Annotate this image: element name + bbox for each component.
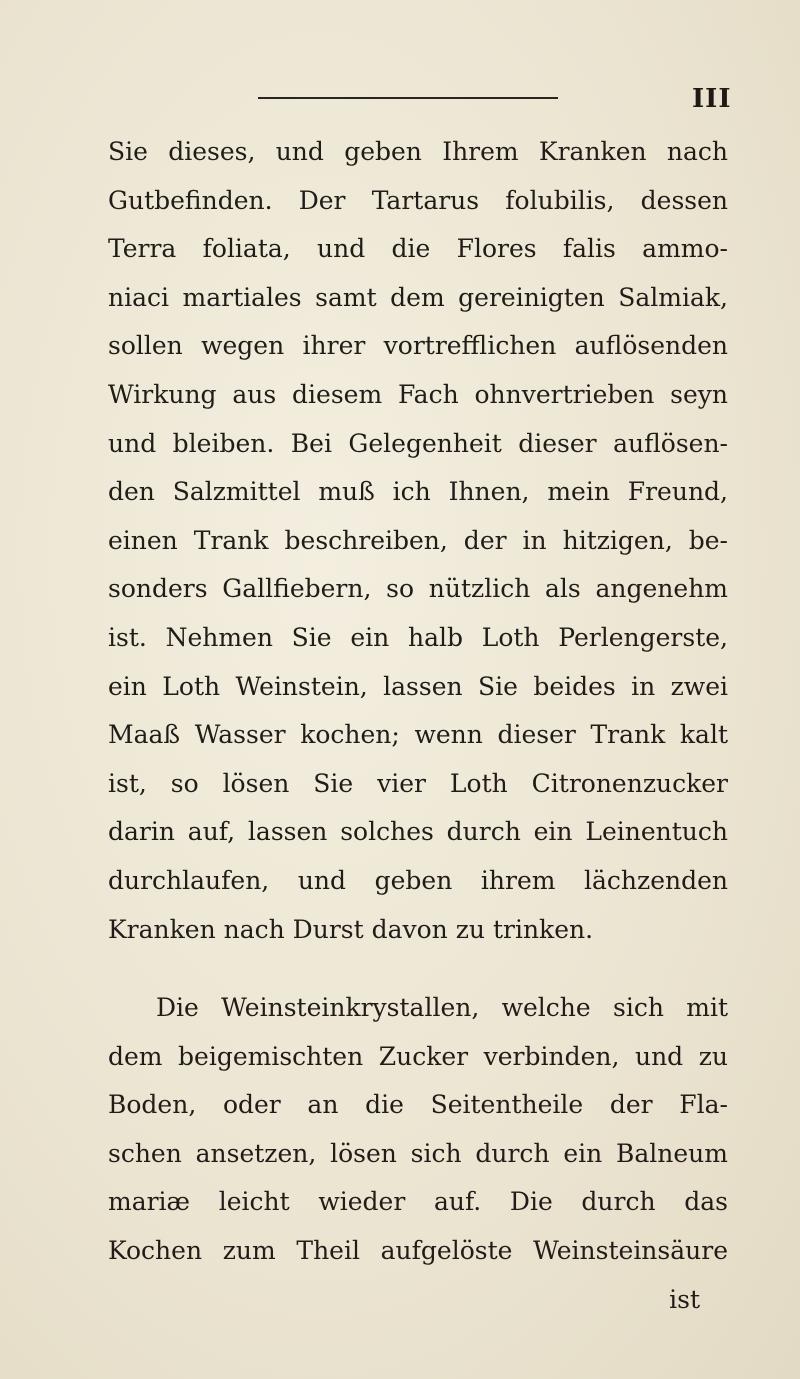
paragraph-start-line: Die Weinsteinkrystallen, welche sich mit [156, 993, 728, 1023]
text-line: Terra foliata, und die Flores falis ammo- [108, 234, 728, 264]
text-line: niaci martiales samt dem gereinigten Salmiak, [108, 282, 728, 312]
text-line: darin auf, lassen solches durch ein Leinentuch [108, 817, 728, 847]
text-line: sonders Gallfiebern, so nützlich als angenehm [108, 574, 728, 604]
text-line: Wirkung aus diesem Fach ohnvertrieben seyn [108, 379, 728, 409]
text-line: ein Loth Weinstein, lassen Sie beides in zwei [108, 671, 728, 701]
text-line: ist. Nehmen Sie ein halb Loth Perlengerste, [108, 622, 728, 652]
text-line: dem beigemischten Zucker verbinden, und zu [108, 1041, 728, 1071]
text-line: Kochen zum Theil aufgelöste Weinsteinsäure [108, 1236, 728, 1266]
text-line: einen Trank beschreiben, der in hitzigen, be- [108, 525, 728, 555]
page-number: III [692, 84, 732, 114]
text-line: Maaß Wasser kochen; wenn dieser Trank kalt [108, 720, 728, 750]
header-rule [258, 97, 558, 99]
text-line: Sie dieses, und geben Ihrem Kranken nach [108, 137, 728, 166]
text-line: ist, so lösen Sie vier Loth Citronenzucker [108, 768, 728, 798]
text-line: schen ansetzen, lösen sich durch ein Balneum [108, 1138, 728, 1168]
text-line: und bleiben. Bei Gelegenheit dieser auflösen- [108, 428, 728, 458]
catchword: ist [669, 1284, 700, 1314]
text-line: Boden, oder an die Seitentheile der Fla- [108, 1090, 728, 1120]
text-line: Kranken nach Durst davon zu trinken. [108, 914, 594, 944]
text-line: sollen wegen ihrer vortrefflichen auflösenden [108, 331, 728, 361]
text-line: den Salzmittel muß ich Ihnen, mein Freund, [108, 477, 728, 507]
text-line: mariæ leicht wieder auf. Die durch das [108, 1187, 728, 1217]
text-line: Gutbefinden. Der Tartarus folubilis, dessen [108, 185, 728, 215]
body-text [108, 128, 728, 1324]
text-line: durchlaufen, und geben ihrem lächzenden [108, 865, 728, 895]
